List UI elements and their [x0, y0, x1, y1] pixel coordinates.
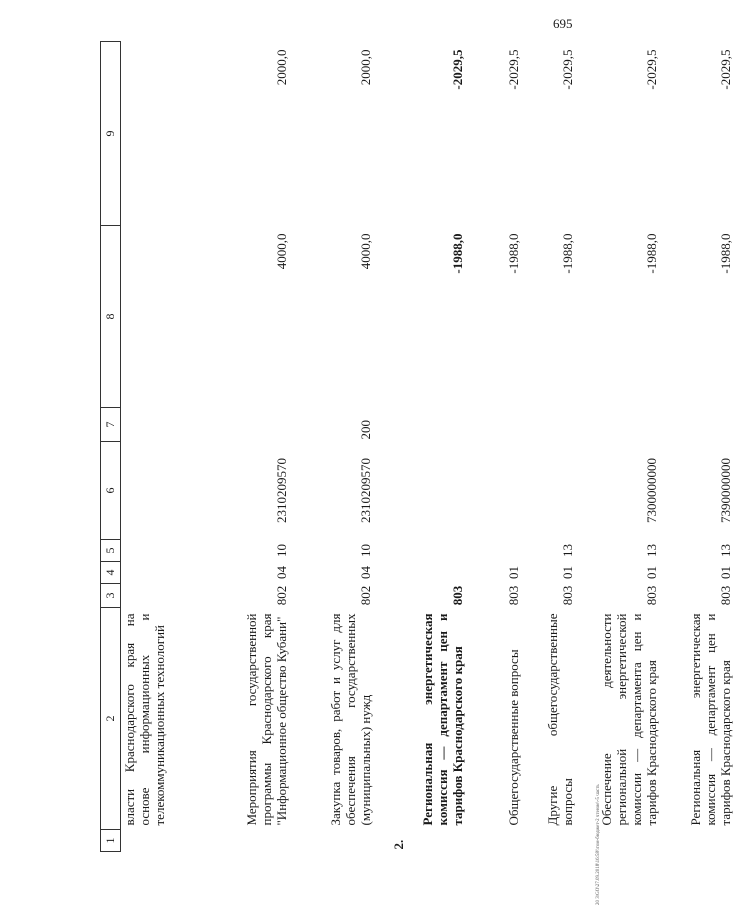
row-number — [530, 830, 584, 852]
row-description: Региональная энергетическая комиссия — департамент цен и тарифов Краснодарского края — [688, 613, 734, 826]
cell-col-4: 01 — [506, 566, 522, 579]
header-col-2: 2 — [101, 608, 121, 830]
cell-col-8: 4000,0 — [358, 233, 374, 270]
header-col-6: 6 — [101, 442, 121, 540]
cell-col-7 — [584, 408, 668, 442]
cell-col-4 — [382, 562, 474, 584]
cell-col-3: 802 — [358, 585, 374, 606]
cell-col-7 — [121, 408, 215, 442]
table-row — [530, 42, 584, 852]
row-description: власти Краснодарского края на основе информационных и телекоммуникационных технологий — [122, 613, 167, 826]
cell-col-4: 01 — [718, 566, 734, 579]
cell-col-9: -2029,5 — [506, 49, 522, 90]
cell-col-8: -1988,0 — [718, 233, 734, 274]
cell-col-4 — [121, 562, 215, 584]
footer-note: 20 3\GO\27.09.2018\16:58\\том-бюджет-2 чтение\-5 часть — [596, 784, 601, 905]
table-row — [382, 42, 474, 852]
row-description: Общегосударственные вопросы — [506, 649, 522, 826]
cell-col-3: 802 — [274, 585, 290, 606]
cell-col-5 — [121, 540, 215, 562]
cell-col-8: -1988,0 — [506, 233, 522, 274]
row-description: Закупка товаров, работ и услуг для обеспечения государственных (муниципальных) нужд — [328, 613, 374, 826]
cell-col-9: 2000,0 — [274, 49, 290, 86]
row-number: 2. — [391, 839, 406, 850]
table-row — [584, 42, 668, 852]
row-number — [584, 830, 668, 852]
cell-col-6: 2310209570 — [358, 458, 374, 523]
row-description: Обеспечение деятельности региональной энергетической комиссии — департамента цен и тарифов Краснодарского края — [599, 613, 660, 826]
cell-col-6: 7390000000 — [718, 458, 734, 523]
cell-col-6: 2310209570 — [274, 458, 290, 523]
cell-col-9: -2029,5 — [560, 49, 576, 90]
cell-col-6 — [382, 442, 474, 540]
page-number: 695 — [553, 16, 573, 31]
row-number — [474, 830, 530, 852]
cell-col-4: 01 — [644, 566, 660, 579]
cell-col-3: 803 — [718, 585, 734, 606]
cell-col-9: -2029,5 — [450, 49, 466, 90]
table-row — [668, 42, 742, 852]
cell-col-8: -1988,0 — [644, 233, 660, 274]
cell-col-5: 13 — [560, 544, 576, 557]
cell-col-9 — [121, 42, 215, 226]
cell-col-9: -2029,5 — [644, 49, 660, 90]
cell-col-5 — [474, 540, 530, 562]
row-number — [214, 830, 298, 852]
table-row — [121, 42, 215, 852]
header-col-3: 3 — [101, 584, 121, 608]
cell-col-8: -1988,0 — [450, 233, 466, 274]
row-description: Другие общегосударственные вопросы — [545, 613, 576, 826]
cell-col-5: 13 — [718, 544, 734, 557]
row-description: Региональная энергетическая комиссия — департамент цен и тарифов Краснодарского края — [420, 613, 466, 826]
header-col-5: 5 — [101, 540, 121, 562]
table-row — [214, 42, 298, 852]
cell-col-3: 803 — [450, 585, 466, 606]
cell-col-6 — [530, 442, 584, 540]
cell-col-5 — [382, 540, 474, 562]
cell-col-3 — [121, 584, 215, 608]
budget-table — [100, 41, 742, 852]
cell-col-3: 803 — [506, 585, 522, 606]
cell-col-4: 04 — [274, 566, 290, 579]
row-number — [298, 830, 382, 852]
cell-col-7 — [474, 408, 530, 442]
cell-col-7 — [668, 408, 742, 442]
header-col-4: 4 — [101, 562, 121, 584]
row-number — [668, 830, 742, 852]
cell-col-7 — [530, 408, 584, 442]
cell-col-7 — [214, 408, 298, 442]
cell-col-8: 4000,0 — [274, 233, 290, 270]
table-row — [298, 42, 382, 852]
header-row — [101, 42, 121, 852]
row-description: Мероприятия государственной программы Краснодарского края "Информационное общество Кубани" — [244, 613, 290, 826]
header-col-1: 1 — [101, 830, 121, 852]
cell-col-7: 200 — [358, 420, 374, 440]
cell-col-9: -2029,5 — [718, 49, 734, 90]
row-number — [121, 830, 215, 852]
header-col-8: 8 — [101, 226, 121, 408]
cell-col-6: 7300000000 — [644, 458, 660, 523]
cell-col-8 — [121, 226, 215, 408]
cell-col-6 — [121, 442, 215, 540]
header-col-7: 7 — [101, 408, 121, 442]
cell-col-3: 803 — [644, 585, 660, 606]
cell-col-5: 13 — [644, 544, 660, 557]
cell-col-7 — [382, 408, 474, 442]
cell-col-4: 04 — [358, 566, 374, 579]
cell-col-5: 10 — [274, 544, 290, 557]
cell-col-9: 2000,0 — [358, 49, 374, 86]
cell-col-3: 803 — [560, 585, 576, 606]
cell-col-5: 10 — [358, 544, 374, 557]
cell-col-6 — [474, 442, 530, 540]
table-row — [474, 42, 530, 852]
cell-col-8: -1988,0 — [560, 233, 576, 274]
cell-col-4: 01 — [560, 566, 576, 579]
header-col-9: 9 — [101, 42, 121, 226]
